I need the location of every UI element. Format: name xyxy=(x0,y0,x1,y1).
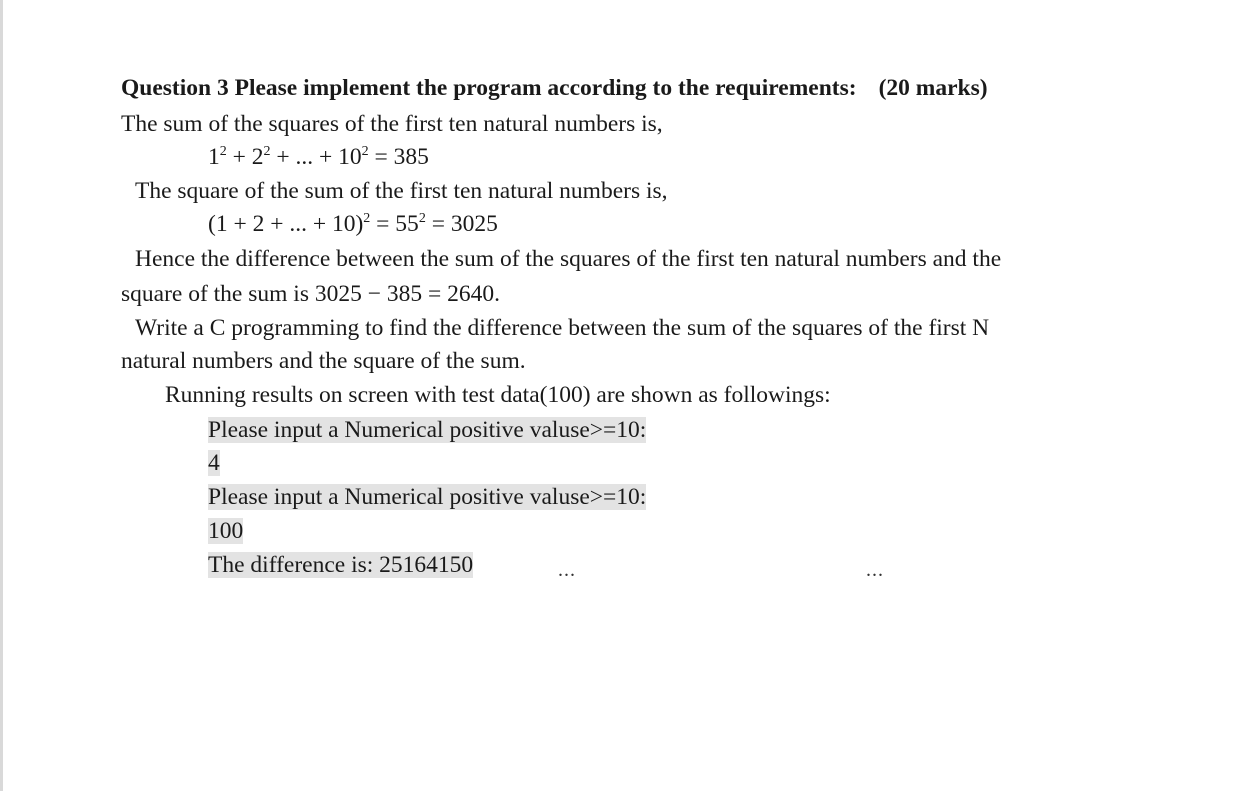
console-input-1 xyxy=(208,448,220,478)
question-title-text: Question 3 Please implement the program according to the requirements: xyxy=(121,75,857,101)
running-results-intro: Running results on screen with test data(100) are shown as followings: xyxy=(165,382,831,408)
console-input-2-text: 100 xyxy=(208,518,244,544)
task-line-2: natural numbers and the square of the sum. xyxy=(121,348,526,374)
page-left-border xyxy=(0,0,3,791)
task-line-1: Write a C programming to find the difference between the sum of the squares of the first N xyxy=(135,315,990,341)
intro-line-sum-of-squares: The sum of the squares of the first ten natural numbers is, xyxy=(121,111,663,137)
console-prompt-2 xyxy=(208,482,646,512)
console-prompt-2-text: Please input a Numerical positive valuse>=10: xyxy=(208,484,647,510)
console-prompt-1-text: Please input a Numerical positive valuse>=10: xyxy=(208,417,647,443)
hence-line-1: Hence the difference between the sum of the squares of the first ten natural numbers and the xyxy=(135,246,1002,272)
console-input-1-text: 4 xyxy=(208,450,220,476)
question-title xyxy=(121,73,988,103)
intro-line-square-of-sum: The square of the sum of the first ten natural numbers is, xyxy=(135,178,668,204)
console-prompt-1 xyxy=(208,415,646,445)
ellipsis-mark-1: ... xyxy=(558,559,576,581)
console-result-text: The difference is: 25164150 xyxy=(208,552,474,578)
console-input-2 xyxy=(208,516,243,546)
hence-line-2: square of the sum is 3025 − 385 = 2640. xyxy=(121,281,500,307)
formula-square-of-sum: (1 + 2 + ... + $10)^2 = 55^2 = 3025$ xyxy=(208,211,498,237)
ellipsis-mark-2: ... xyxy=(866,559,884,581)
formula-sum-of-squares: $1^2 + 2^2$ + ... + $10^2 = 385$ xyxy=(208,144,429,170)
question-marks: (20 marks) xyxy=(878,75,988,101)
console-result xyxy=(208,550,473,580)
